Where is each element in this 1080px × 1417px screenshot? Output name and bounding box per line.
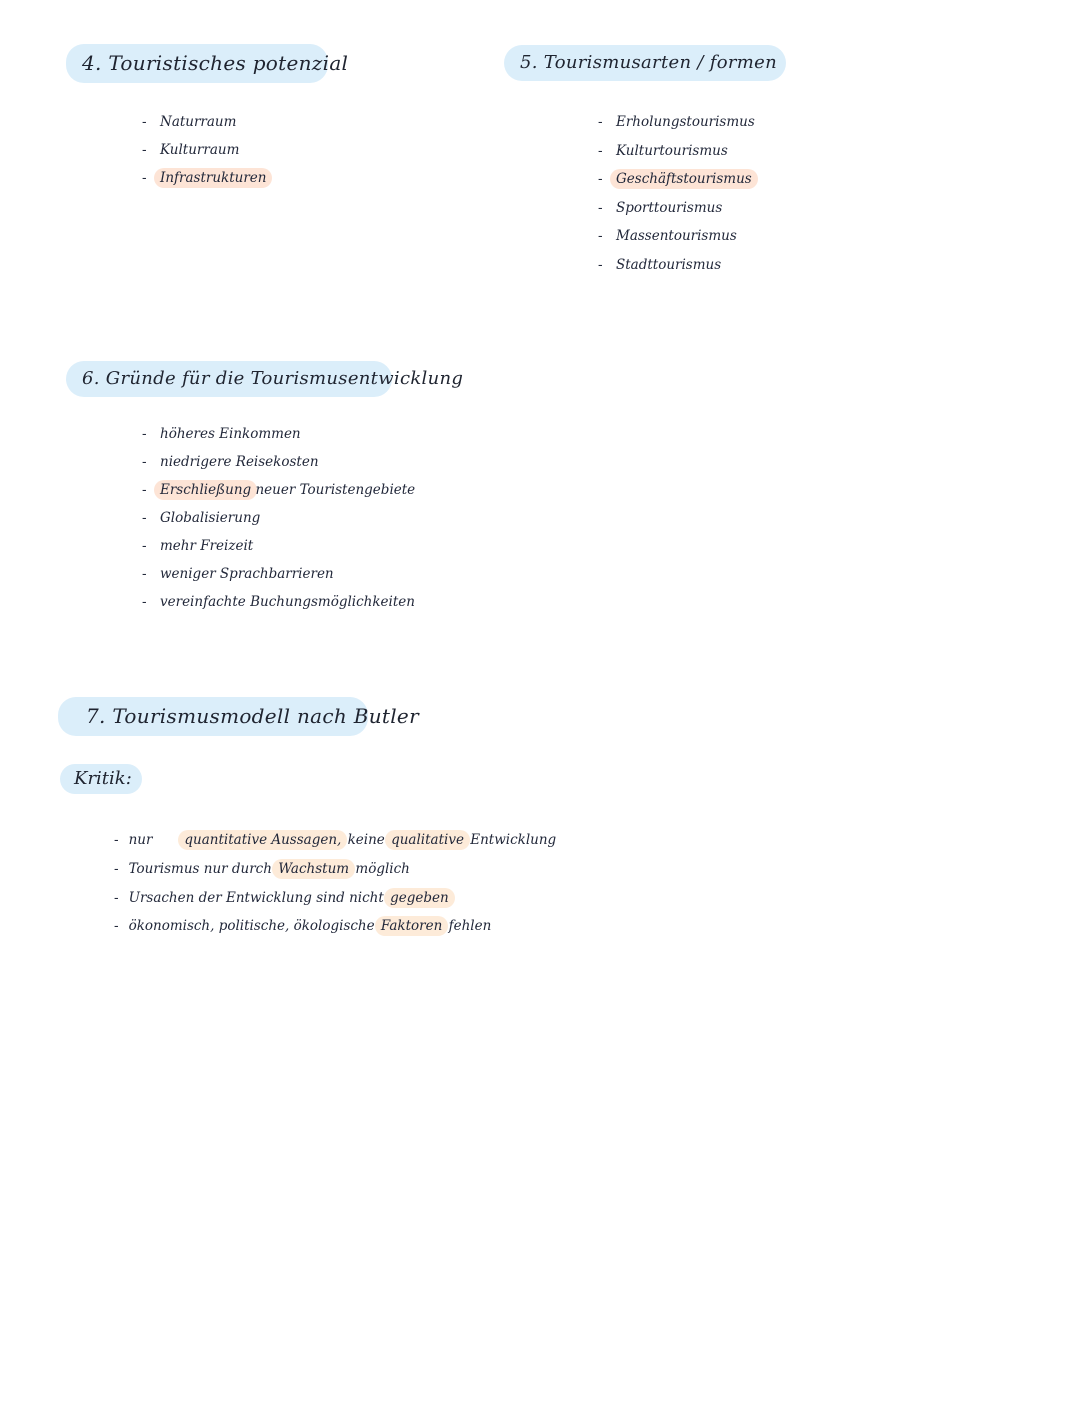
list-item: - Kulturtourismus — [598, 137, 755, 166]
list-item: - Massentourismus — [598, 222, 755, 251]
list-item: - vereinfachte Buchungsmöglichkeiten — [142, 588, 415, 616]
kritik-label: Kritik: — [60, 764, 142, 794]
list-item: - Infrastrukturen — [142, 164, 266, 192]
list-gruende — [142, 420, 415, 616]
list-item: - Naturraum — [142, 108, 266, 136]
list-item: - höheres Einkommen — [142, 420, 415, 448]
list-item: - mehr Freizeit — [142, 532, 415, 560]
kritik-line-3: - Ursachen der Entwicklung sind nicht gegeben — [114, 890, 451, 906]
list-item: - Kulturraum — [142, 136, 266, 164]
list-item: - Erholungstourismus — [598, 108, 755, 137]
list-item: - Globalisierung — [142, 504, 415, 532]
list-item: - Stadttourismus — [598, 251, 755, 280]
list-tourismusarten — [598, 108, 755, 279]
heading-section-7: 7. Tourismusmodell nach Butler — [58, 697, 368, 736]
heading-section-5: 5. Tourismusarten / formen — [504, 45, 786, 81]
list-item: - Sporttourismus — [598, 194, 755, 223]
list-item: - Geschäftstourismus — [598, 165, 755, 194]
list-item: - niedrigere Reisekosten — [142, 448, 415, 476]
heading-section-6: 6. Gründe für die Tourismusentwicklung — [66, 361, 392, 397]
kritik-line-2: - Tourismus nur durch Wachstum möglich — [114, 861, 410, 877]
list-item: - Erschließung neuer Touristengebiete — [142, 476, 415, 504]
list-touristisches-potenzial — [142, 108, 266, 192]
list-item: - weniger Sprachbarrieren — [142, 560, 415, 588]
heading-section-4: 4. Touristisches potenzial — [66, 44, 328, 83]
kritik-line-1: - nur quantitative Aussagen, keine qualitative Entwicklung — [114, 832, 557, 848]
kritik-line-4: - ökonomisch, politische, ökologische Faktoren fehlen — [114, 918, 492, 934]
